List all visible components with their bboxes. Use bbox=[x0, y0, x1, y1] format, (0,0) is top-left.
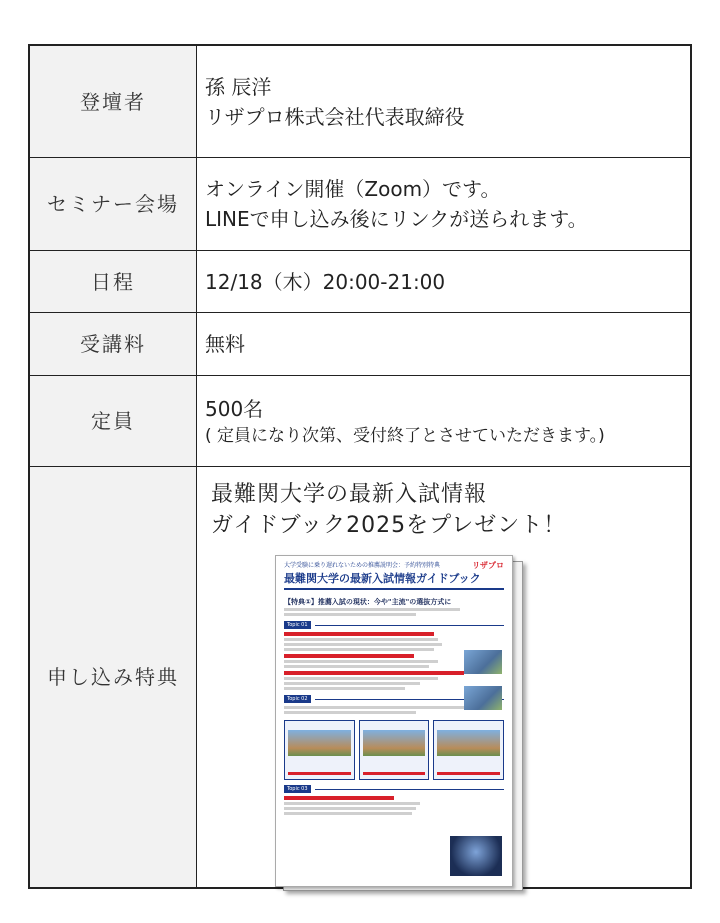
guidebook-topic-bar bbox=[284, 785, 504, 793]
capacity-row bbox=[30, 376, 690, 467]
speaker-title: リザプロ株式会社代表取締役 bbox=[205, 104, 465, 129]
fee-label: 受講料 bbox=[30, 313, 197, 375]
guidebook-topic-bar bbox=[284, 621, 504, 629]
guidebook-header bbox=[284, 562, 504, 570]
venue-row bbox=[30, 158, 690, 251]
speaker-name: 孫 辰洋 bbox=[205, 74, 272, 99]
venue-line-2: LINEで申し込み後にリンクが送られます。 bbox=[205, 207, 588, 231]
venue-label: セミナー会場 bbox=[30, 158, 197, 250]
capacity-label: 定員 bbox=[30, 376, 197, 466]
fee-row bbox=[30, 313, 690, 376]
guidebook-text-block bbox=[284, 802, 504, 815]
guidebook-hand-photo bbox=[450, 836, 502, 876]
fee-value bbox=[197, 313, 690, 375]
schedule-datetime: 12/18（木）20:00-21:00 bbox=[205, 269, 446, 294]
guidebook-highlight bbox=[284, 671, 464, 675]
guidebook-highlight bbox=[284, 654, 414, 658]
bonus-value bbox=[197, 467, 690, 887]
topic-tag: Topic 01 bbox=[284, 621, 311, 629]
guidebook-photo bbox=[464, 650, 502, 674]
university-card bbox=[433, 720, 504, 780]
bonus-line-1: 最難関大学の最新入試情報 bbox=[211, 482, 488, 507]
fee-amount: 無料 bbox=[205, 332, 245, 356]
university-card bbox=[284, 720, 355, 780]
university-card bbox=[359, 720, 430, 780]
speaker-label: 登壇者 bbox=[30, 46, 197, 157]
capacity-note: ( 定員になり次第、受付終了とさせていただきます。) bbox=[205, 426, 605, 446]
guidebook-header-text: 大学受験に乗り遅れないための推薦説明会：予約特別特典 bbox=[284, 562, 441, 569]
guidebook-highlight bbox=[284, 796, 394, 800]
guidebook-brand-logo: リザプロ bbox=[472, 561, 504, 570]
bonus-label: 申し込み特典 bbox=[30, 467, 197, 887]
capacity-count: 500名 bbox=[205, 397, 264, 421]
guidebook-title: 最難関大学の最新入試情報ガイドブック bbox=[284, 572, 504, 590]
guidebook-highlight bbox=[284, 632, 434, 636]
capacity-value bbox=[197, 376, 690, 466]
bonus-row bbox=[30, 467, 690, 887]
guidebook-university-cards bbox=[284, 720, 504, 780]
guidebook-image bbox=[275, 555, 521, 887]
speaker-value bbox=[197, 46, 690, 157]
guidebook-photo bbox=[464, 686, 502, 710]
bonus-line-2: ガイドブック2025をプレゼント！ bbox=[211, 513, 567, 538]
topic-tag: Topic 03 bbox=[284, 785, 311, 793]
venue-line-1: オンライン開催（Zoom）です。 bbox=[205, 177, 501, 201]
topic-tag: Topic 02 bbox=[284, 695, 311, 703]
schedule-value bbox=[197, 251, 690, 312]
guidebook-text-block bbox=[284, 608, 504, 616]
guidebook-front-page bbox=[275, 555, 513, 887]
venue-value bbox=[197, 158, 690, 250]
speaker-row bbox=[30, 46, 690, 158]
schedule-row bbox=[30, 251, 690, 313]
schedule-label: 日程 bbox=[30, 251, 197, 312]
guidebook-section-heading: 【特典①】推薦入試の現状：今や"主流"の選抜方式に bbox=[284, 598, 452, 606]
seminar-info-table bbox=[28, 44, 692, 889]
